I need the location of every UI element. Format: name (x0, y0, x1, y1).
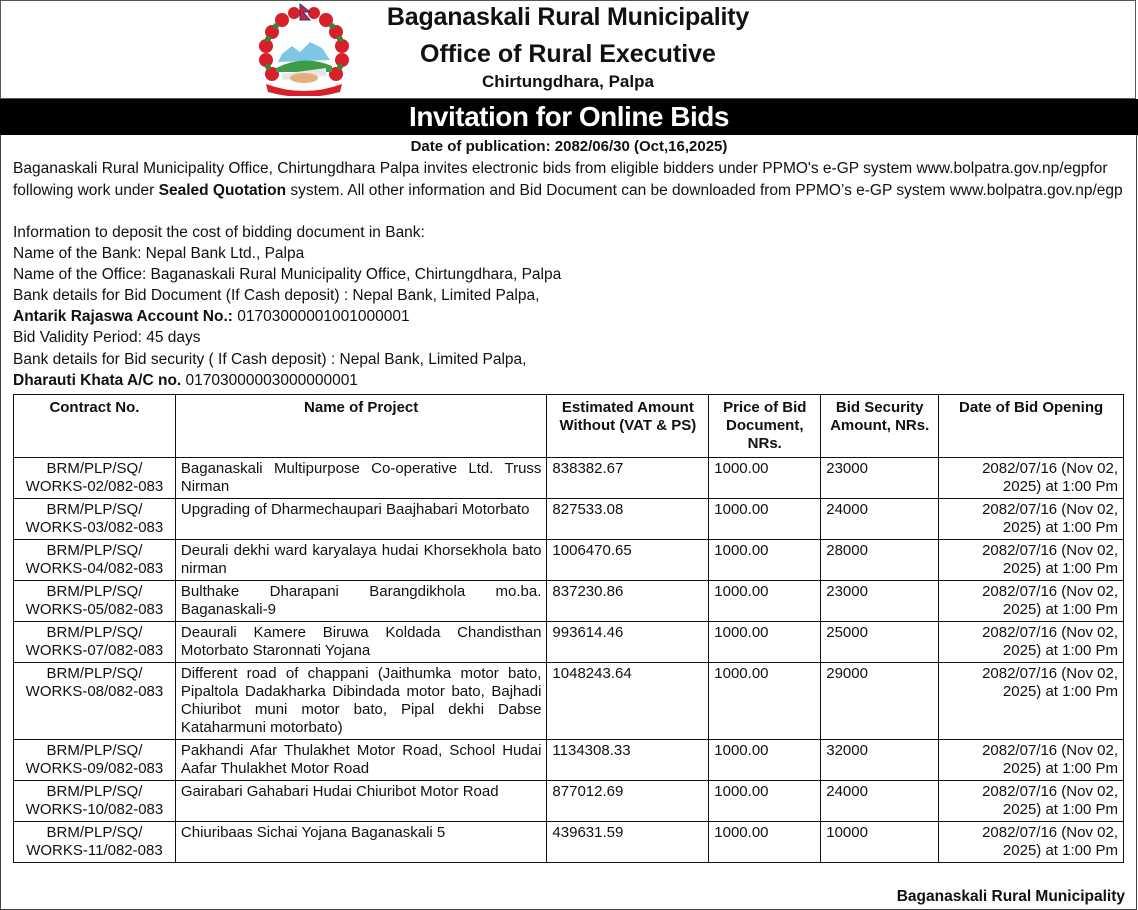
cell-bid-doc-price: 1000.00 (709, 458, 821, 499)
cell-contract-no: BRM/PLP/SQ/ WORKS-02/082-083 (14, 458, 176, 499)
table-row (14, 581, 1124, 622)
cell-bid-security: 10000 (821, 822, 939, 863)
cell-contract-no: BRM/PLP/SQ/ WORKS-05/082-083 (14, 581, 176, 622)
publication-date: Date of publication: 2082/06/30 (Oct,16,2025) (410, 138, 728, 155)
table-row (14, 499, 1124, 540)
bank-name: Name of the Bank: Nepal Bank Ltd., Palpa (13, 245, 305, 262)
cell-bid-doc-price: 1000.00 (709, 581, 821, 622)
cell-estimated-amount: 439631.59 (547, 822, 709, 863)
municipality-title: Baganaskali Rural Municipality (386, 3, 750, 31)
cell-project-name: Deurali dekhi ward karyalaya hudai Khorsekhola bato nirman (175, 540, 547, 581)
table-header-row (14, 395, 1124, 458)
cell-bid-doc-price: 1000.00 (709, 740, 821, 781)
cell-bid-opening-date: 2082/07/16 (Nov 02, 2025) at 1:00 Pm (939, 581, 1124, 622)
cell-estimated-amount: 827533.08 (547, 499, 709, 540)
intro-text-end: system. All other information and Bid Document can be downloaded from PPMO’s e-GP system www.bolpatra.gov.np/egp (286, 181, 1123, 199)
cell-bid-opening-date: 2082/07/16 (Nov 02, 2025) at 1:00 Pm (939, 781, 1124, 822)
cell-bid-security: 29000 (821, 663, 939, 740)
location-subtitle: Chirtungdhara, Palpa (482, 72, 654, 91)
intro-paragraph (13, 158, 1128, 201)
cell-bid-opening-date: 2082/07/16 (Nov 02, 2025) at 1:00 Pm (939, 540, 1124, 581)
bank-details-security: Bank details for Bid security ( If Cash deposit) : Nepal Bank, Limited Palpa, (13, 351, 527, 368)
cell-bid-opening-date: 2082/07/16 (Nov 02, 2025) at 1:00 Pm (939, 458, 1124, 499)
cell-estimated-amount: 1048243.64 (547, 663, 709, 740)
cell-estimated-amount: 1006470.65 (547, 540, 709, 581)
table-row (14, 781, 1124, 822)
cell-estimated-amount: 837230.86 (547, 581, 709, 622)
signature-footer: Baganaskali Rural Municipality (896, 888, 1125, 905)
cell-bid-doc-price: 1000.00 (709, 781, 821, 822)
col-bid-doc-price: Price of Bid Document, NRs. (709, 395, 821, 458)
cell-estimated-amount: 1134308.33 (547, 740, 709, 781)
cell-project-name: Gairabari Gahabari Hudai Chiuribot Motor Road (175, 781, 547, 822)
cell-bid-security: 32000 (821, 740, 939, 781)
dharauti-account (13, 370, 358, 392)
col-contract-no: Contract No. (14, 395, 176, 458)
cell-bid-security: 24000 (821, 781, 939, 822)
table-row (14, 622, 1124, 663)
bank-details-document: Bank details for Bid Document (If Cash deposit) : Nepal Bank, Limited Palpa, (13, 287, 540, 304)
cell-bid-doc-price: 1000.00 (709, 663, 821, 740)
cell-bid-security: 28000 (821, 540, 939, 581)
cell-contract-no: BRM/PLP/SQ/ WORKS-08/082-083 (14, 663, 176, 740)
table-row (14, 822, 1124, 863)
cell-project-name: Different road of chappani (Jaithumka motor bato, Pipaltola Dadakharka Dibindada motor bato, Bajhadi Chiuribot muni motor bato, Pipal dekhi Dabse Kataharmuni motorbato) (175, 663, 547, 740)
col-bid-security: Bid Security Amount, NRs. (821, 395, 939, 458)
cell-project-name: Pakhandi Afar Thulakhet Motor Road, School Hudai Aafar Thulakhet Motor Road (175, 740, 547, 781)
col-bid-opening-date: Date of Bid Opening (939, 395, 1124, 458)
cell-bid-opening-date: 2082/07/16 (Nov 02, 2025) at 1:00 Pm (939, 740, 1124, 781)
procurement-method: Sealed Quotation (158, 181, 287, 199)
cell-project-name: Chiuribaas Sichai Yojana Baganaskali 5 (175, 822, 547, 863)
cell-contract-no: BRM/PLP/SQ/ WORKS-11/082-083 (14, 822, 176, 863)
table-row (14, 740, 1124, 781)
cell-bid-opening-date: 2082/07/16 (Nov 02, 2025) at 1:00 Pm (939, 499, 1124, 540)
intro-text: Baganaskali Rural Municipality Office, Chirtungdhara Palpa invites electronic bids from eligible bidders under PPMO's e-GP system www.bolpatra.gov.np/egpfor following work under (13, 160, 1108, 199)
office-title: Office of Rural Executive (420, 40, 716, 68)
cell-bid-doc-price: 1000.00 (709, 822, 821, 863)
notice-banner: Invitation for Online Bids (0, 99, 1138, 135)
table-row (14, 540, 1124, 581)
cell-project-name: Bulthake Dharapani Barangdikhola mo.ba. Baganaskali-9 (175, 581, 547, 622)
cell-contract-no: BRM/PLP/SQ/ WORKS-07/082-083 (14, 622, 176, 663)
cell-estimated-amount: 838382.67 (547, 458, 709, 499)
table-row (14, 458, 1124, 499)
cell-bid-security: 23000 (821, 581, 939, 622)
cell-bid-security: 23000 (821, 458, 939, 499)
office-name: Name of the Office: Baganaskali Rural Municipality Office, Chirtungdhara, Palpa (13, 266, 562, 283)
cell-bid-opening-date: 2082/07/16 (Nov 02, 2025) at 1:00 Pm (939, 663, 1124, 740)
cell-estimated-amount: 993614.46 (547, 622, 709, 663)
dharauti-value: 01703000003000000001 (181, 372, 358, 389)
cell-bid-doc-price: 1000.00 (709, 540, 821, 581)
deposit-heading: Information to deposit the cost of bidding document in Bank: (13, 224, 425, 241)
bid-validity: Bid Validity Period: 45 days (13, 329, 201, 346)
dharauti-label: Dharauti Khata A/C no. (13, 372, 182, 389)
col-project-name: Name of Project (175, 395, 547, 458)
rajaswa-label: Antarik Rajaswa Account No.: (13, 308, 233, 325)
cell-contract-no: BRM/PLP/SQ/ WORKS-04/082-083 (14, 540, 176, 581)
cell-estimated-amount: 877012.69 (547, 781, 709, 822)
cell-project-name: Deaurali Kamere Biruwa Koldada Chandisthan Motorbato Staronnati Yojana (175, 622, 547, 663)
col-estimated-amount: Estimated Amount Without (VAT & PS) (547, 395, 709, 458)
bids-table (13, 394, 1124, 863)
cell-contract-no: BRM/PLP/SQ/ WORKS-03/082-083 (14, 499, 176, 540)
cell-bid-opening-date: 2082/07/16 (Nov 02, 2025) at 1:00 Pm (939, 822, 1124, 863)
cell-contract-no: BRM/PLP/SQ/ WORKS-09/082-083 (14, 740, 176, 781)
cell-bid-doc-price: 1000.00 (709, 622, 821, 663)
cell-bid-security: 24000 (821, 499, 939, 540)
table-row (14, 663, 1124, 740)
cell-contract-no: BRM/PLP/SQ/ WORKS-10/082-083 (14, 781, 176, 822)
rajaswa-value: 01703000001001000001 (232, 308, 410, 325)
rajaswa-account (13, 306, 410, 328)
cell-project-name: Upgrading of Dharmechaupari Baajhabari Motorbato (175, 499, 547, 540)
cell-bid-doc-price: 1000.00 (709, 499, 821, 540)
cell-bid-security: 25000 (821, 622, 939, 663)
cell-project-name: Baganaskali Multipurpose Co-operative Ltd. Truss Nirman (175, 458, 547, 499)
cell-bid-opening-date: 2082/07/16 (Nov 02, 2025) at 1:00 Pm (939, 622, 1124, 663)
